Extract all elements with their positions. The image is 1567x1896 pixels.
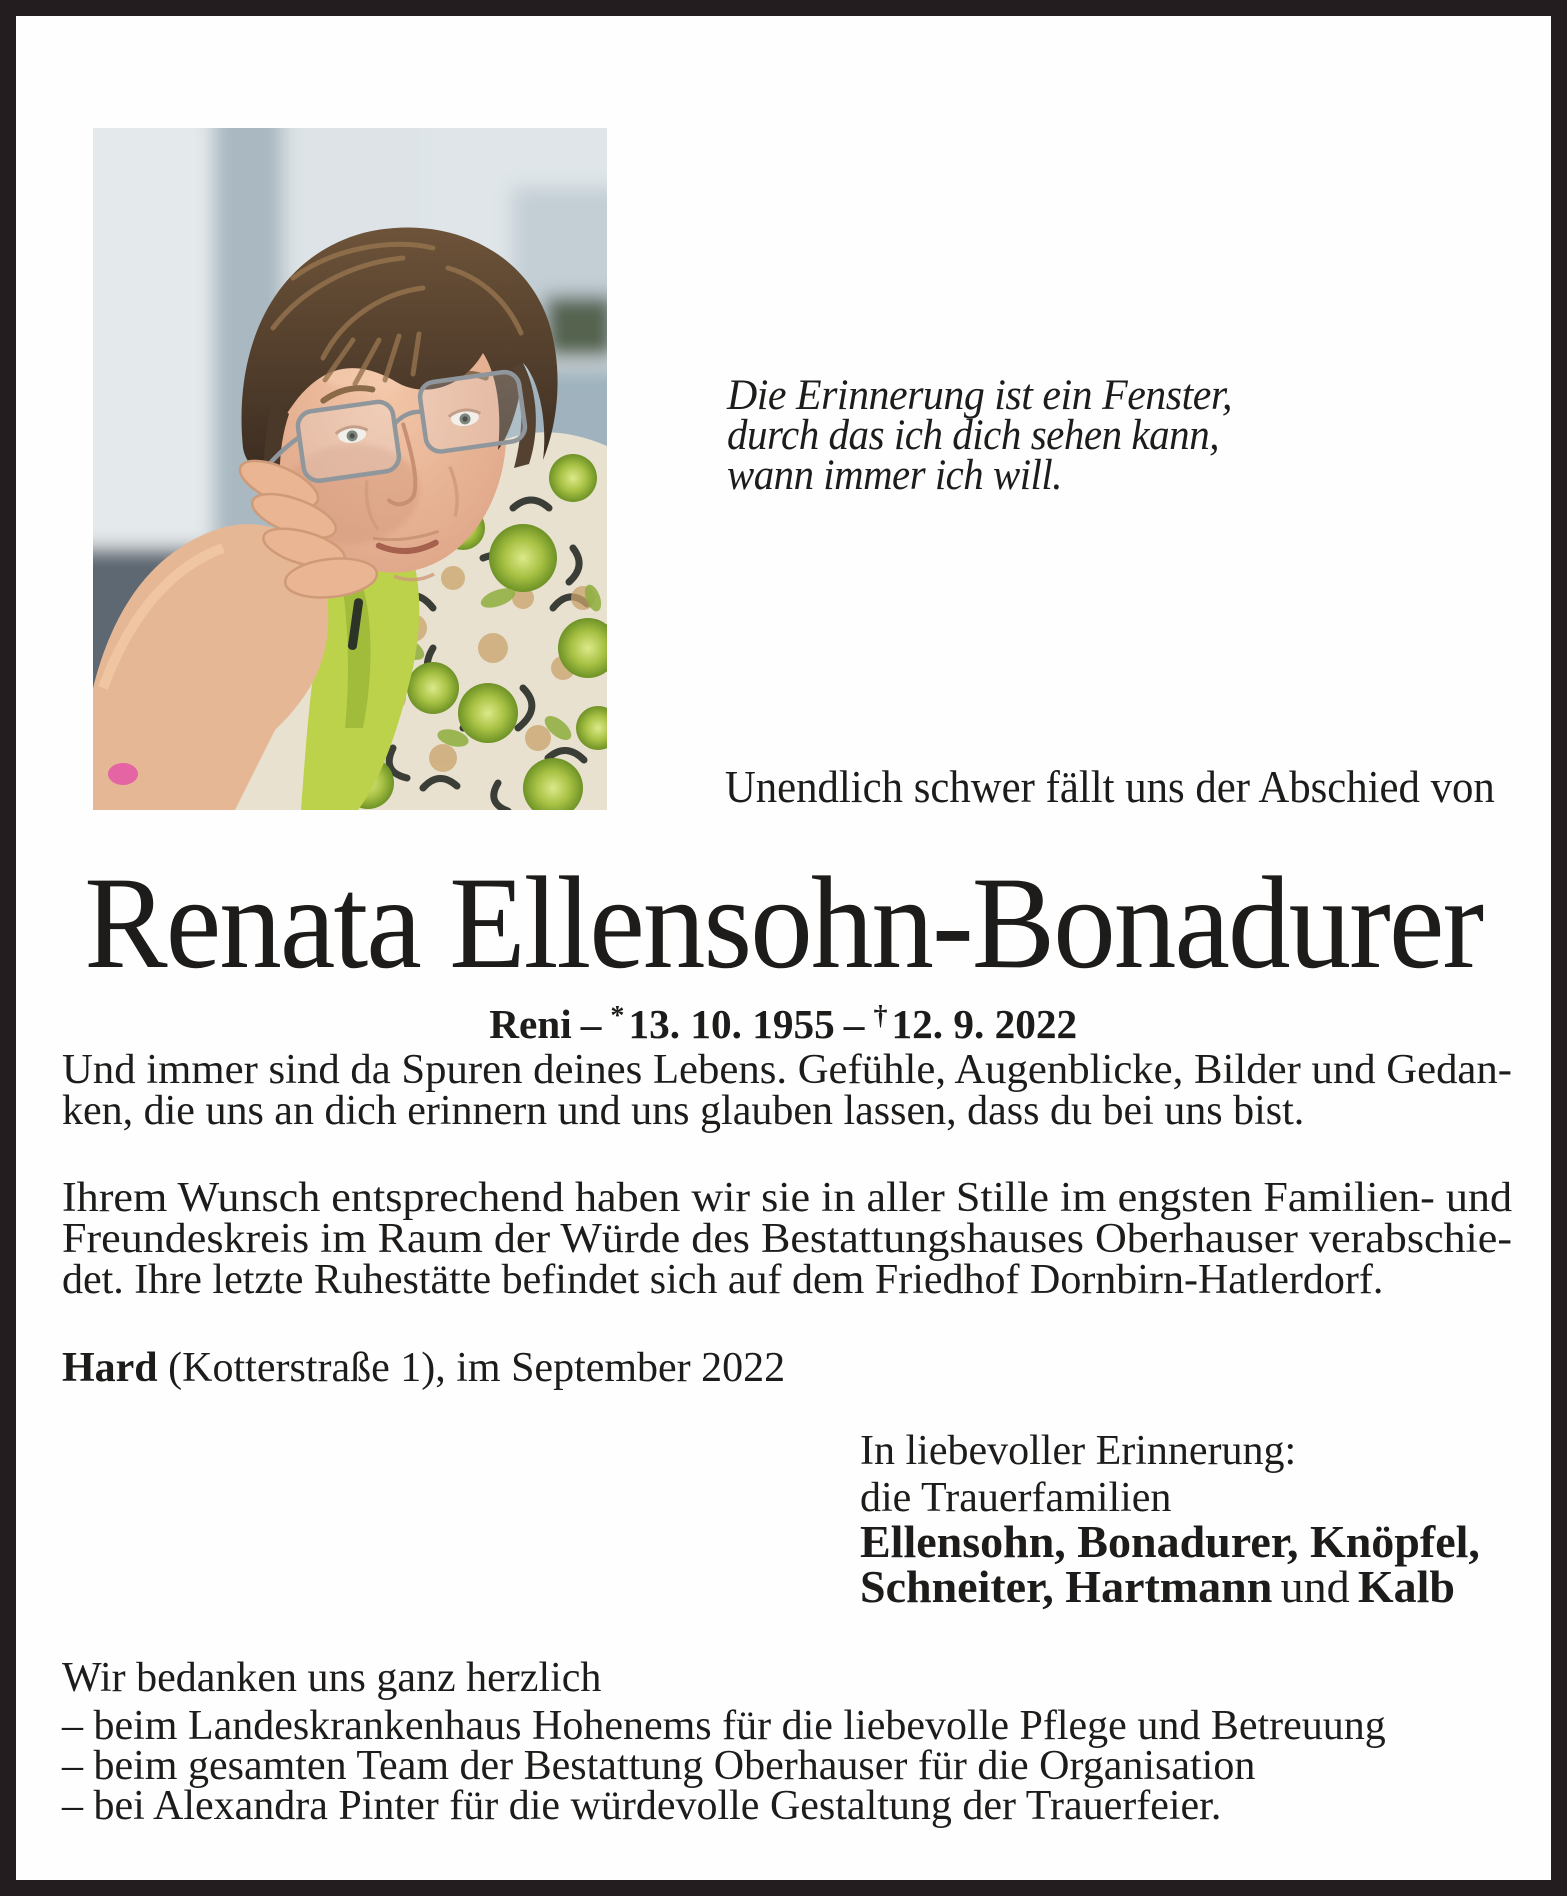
- quote-line: wann immer ich will.: [727, 452, 1062, 499]
- memorial-quote: [727, 372, 1245, 499]
- born-symbol: *: [610, 1000, 625, 1032]
- quote-line: Die Erinnerung ist ein Fenster,: [727, 372, 1232, 419]
- paragraph-line: Freundeskreis im Raum der Würde des Bestattungshauses Oberhauser verabschie-: [62, 1216, 1512, 1262]
- died-date: 12. 9. 2022: [891, 1001, 1078, 1047]
- memorial-intro: die Trauerfamilien: [860, 1475, 1172, 1521]
- deceased-name: Renata Ellensohn-Bonadurer: [84, 849, 1483, 996]
- thanks-item: – beim gesamten Team der Bestattung Oberhauser für die Organisation: [62, 1743, 1256, 1789]
- thanks-heading: Wir bedanken uns ganz herzlich: [62, 1655, 602, 1701]
- paragraph-line: Ihrem Wunsch entsprechend haben wir sie in aller Stille im engsten Familien- und: [62, 1175, 1512, 1221]
- thanks-item: – bei Alexandra Pinter für die würdevolle Gestaltung der Trauerfeier.: [62, 1783, 1222, 1829]
- memorial-paragraph: [62, 1047, 1513, 1134]
- farewell-paragraph: [62, 1175, 1512, 1303]
- born-date: 13. 10. 1955: [628, 1001, 836, 1047]
- thanks-item: – beim Landeskrankenhaus Hohenems für die liebevolle Pflege und Betreuung: [62, 1703, 1386, 1749]
- died-symbol: †: [873, 1000, 888, 1032]
- pink-fingernail: [108, 763, 138, 785]
- place-rest: (Kotterstraße 1), im September 2022: [157, 1345, 786, 1391]
- dash-separator: –: [844, 1001, 865, 1047]
- dash-separator: –: [581, 1001, 602, 1047]
- place-name: Hard: [62, 1345, 158, 1391]
- memorial-heading: In liebevoller Erinnerung:: [860, 1428, 1297, 1474]
- mourning-families-line: Ellensohn, Bonadurer, Knöpfel,: [860, 1516, 1480, 1567]
- place-date-line: [62, 1345, 786, 1391]
- paragraph-line: Und immer sind da Spuren deines Lebens. Gefühle, Augenblicke, Bilder und Gedan-: [62, 1047, 1513, 1093]
- paragraph-line: det. Ihre letzte Ruhestätte befindet sich auf dem Friedhof Dornbirn-Hatlerdorf.: [62, 1257, 1384, 1303]
- paragraph-line: ken, die uns an dich erinnern und uns glauben lassen, dass du bei uns bist.: [62, 1088, 1305, 1134]
- nickname: Reni: [489, 1001, 573, 1047]
- thanks-list: [62, 1703, 1386, 1829]
- mourning-families-line: Schneiter, Hartmann und Kalb: [860, 1561, 1455, 1612]
- life-dates: [16, 1002, 1551, 1052]
- portrait-photo: [93, 128, 607, 810]
- quote-line: durch das ich dich sehen kann,: [727, 412, 1219, 459]
- farewell-line: Unendlich schwer fällt uns der Abschied von: [725, 761, 1495, 812]
